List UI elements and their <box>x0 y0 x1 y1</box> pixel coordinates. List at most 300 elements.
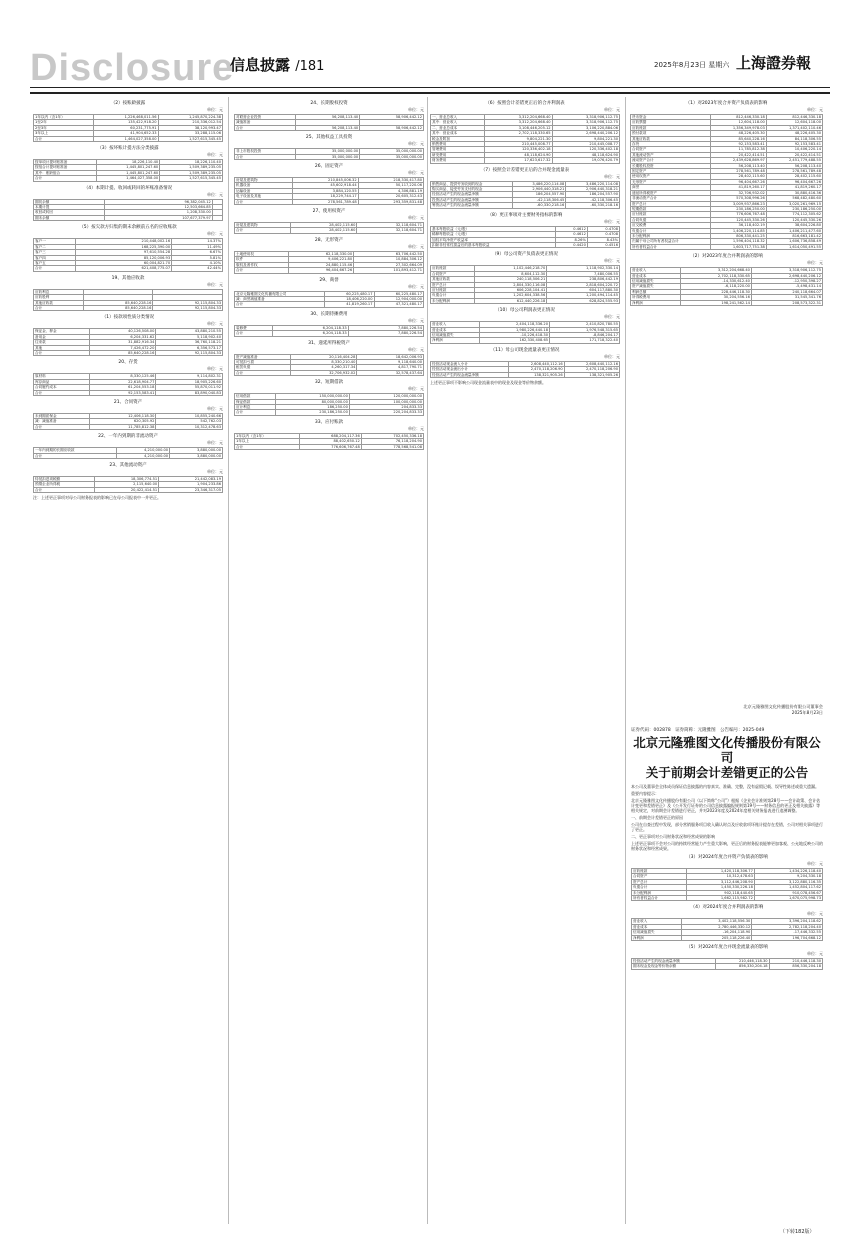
row-label: 固定资产 <box>631 169 711 174</box>
row-value: 4.10% <box>172 260 223 265</box>
row-label: 应收股利 <box>34 295 84 300</box>
announcement-title: 北京元隆雅图文化传播股份有限公司 <box>633 735 821 765</box>
row-value: -12,950,398.27 <box>751 278 822 283</box>
row-label: 扣除非经常性损益后的基本每股收益 <box>431 242 556 247</box>
row-value: 101,893,412.71 <box>354 268 424 273</box>
row-value: 5,118,902.40 <box>156 334 223 339</box>
row-value: 96,404,667.26 <box>289 268 354 273</box>
financial-table <box>33 413 223 430</box>
row-label: 北京元隆雅图文化传播有限公司 <box>235 291 325 296</box>
row-value: 48,118,624.90 <box>552 152 619 157</box>
table-unit: 单位：元 <box>807 861 823 866</box>
row-value: 2,439,628,869.97 <box>710 158 766 163</box>
row-value: 1,662,115,982.72 <box>686 896 754 901</box>
table-unit: 单位：元 <box>604 314 620 320</box>
row-label: 电子设备及其他 <box>235 194 293 199</box>
announcement-paragraph: 公司在自查过程中发现，部分营销服务项目收入确认时点及应收款项坏账计提存在差错，公司对相关事项进行了更正。 <box>631 822 823 832</box>
row-label: 短期借款 <box>631 206 711 211</box>
table-title: （4）对2024年度合并利润表的影响 <box>690 905 764 911</box>
financial-table <box>430 265 620 304</box>
row-value: 1,406,220,114.85 <box>710 228 766 233</box>
row-value: 20,605,312.43 <box>358 194 423 199</box>
table-unit: 单位：元 <box>807 951 823 957</box>
table-unit: 单位：元 <box>207 321 223 327</box>
row-value: 0.4612 <box>555 226 587 231</box>
row-label: 无形资产 <box>631 179 711 184</box>
row-value: 278,561,789.48 <box>293 199 358 204</box>
row-value: 12,406,118.30 <box>89 414 156 419</box>
table-unit: 单位：元 <box>207 281 223 287</box>
row-value: 1,200,494,114.45 <box>547 293 620 298</box>
row-label: 保证借款 <box>235 399 276 404</box>
column-divider <box>228 97 229 1224</box>
row-value: -42,118,306.45 <box>566 197 620 202</box>
row-label: 负债合计 <box>632 885 687 890</box>
row-value: 60,225,480.17 <box>374 291 424 296</box>
row-label: 对联营企业投资 <box>235 115 296 120</box>
row-value: 6,204,118.33 <box>273 331 348 336</box>
row-value: 0.4420 <box>555 242 587 247</box>
row-value: 3,884,120.55 <box>293 188 358 193</box>
row-value: 120,445,330.26 <box>710 217 766 222</box>
row-value: 8,604,112.30 <box>474 271 547 276</box>
row-value: 621,408,775.07 <box>75 266 171 271</box>
row-value: 38,120,993.47 <box>158 125 222 130</box>
row-value: 1,509,389,235.05 <box>160 165 223 170</box>
row-value: 96,404,667.26 <box>710 179 766 184</box>
row-label: 合同负债 <box>631 217 711 222</box>
row-label: 其他应收款 <box>631 136 711 141</box>
row-label: 资产总计 <box>431 282 475 287</box>
row-label: 销售费用 <box>431 142 485 147</box>
row-value: 41,819,260.17 <box>766 185 822 190</box>
row-value: 806,330,441.25 <box>710 233 766 238</box>
row-value: 85,640,228.16 <box>710 136 766 141</box>
column-2-blocks <box>234 100 424 450</box>
row-value: 210,446,118.30 <box>716 959 769 964</box>
table-row <box>431 242 620 247</box>
row-value: 1,904,233.86 <box>159 482 223 487</box>
row-value: -60,330,218.16 <box>512 203 566 208</box>
row-value: 35,000,000.00 <box>296 154 360 159</box>
financial-table <box>430 114 620 164</box>
row-label: 基本每股收益（元/股） <box>431 226 556 231</box>
row-value: 18,306,774.51 <box>95 477 159 482</box>
table-unit: 单位：元 <box>408 346 424 352</box>
row-value: 210,446,118.30 <box>769 959 822 964</box>
row-value: 3,486,220,114.08 <box>566 181 620 186</box>
row-label: 合计 <box>34 305 84 310</box>
financial-table <box>33 238 223 271</box>
row-value: 2,404,118,336.20 <box>480 322 550 327</box>
row-value: 20,116,404.28 <box>290 354 357 359</box>
row-label: 应计利息 <box>235 404 276 409</box>
row-value: -10,226,418.30 <box>480 332 550 337</box>
section-title <box>230 54 324 75</box>
row-value: 85,640,228.16 <box>83 300 153 305</box>
table-title: （6）按照会计差错更正后的合并利润表 <box>485 101 565 106</box>
table-unit: 单位：元 <box>207 191 223 197</box>
row-label: 存货 <box>631 142 711 147</box>
row-value: 92,153,583.41 <box>89 390 156 395</box>
table-title: （3）按坏账计提方法分类披露 <box>97 146 159 152</box>
table-row <box>631 300 823 305</box>
row-value: 14.37% <box>172 239 223 244</box>
row-value: 18,905,226.60 <box>156 379 223 384</box>
row-value: 1,527,615,345.45 <box>160 176 223 181</box>
row-value: 32,118,604.71 <box>357 228 424 233</box>
row-value: 21,442,083.19 <box>159 477 223 482</box>
header-rule <box>30 92 830 94</box>
row-value: 3,112,446,208.90 <box>686 879 754 884</box>
row-value: 2,698,440,206.12 <box>751 273 822 278</box>
row-value: 60,225,480.17 <box>325 291 374 296</box>
row-label: 经营活动产生的现金流量净额 <box>431 192 513 197</box>
row-value: 43,880,210.55 <box>156 329 223 334</box>
row-label: 经营活动产生的现金流量净额 <box>431 372 509 377</box>
table-row <box>235 268 424 273</box>
row-value: 56,208,113.40 <box>296 115 360 120</box>
row-label: 购买商品、接受劳务支付的现金 <box>431 187 513 192</box>
table-row <box>632 964 823 969</box>
column-divider <box>427 97 428 1224</box>
row-value: 35,000,000.00 <box>360 149 424 154</box>
row-label: 营业成本 <box>431 327 480 332</box>
table-row <box>632 935 823 940</box>
row-value: 30,204,556.16 <box>680 295 751 300</box>
row-value: 606,228,104.41 <box>474 287 547 292</box>
row-value: 3,122,880,116.35 <box>754 879 822 884</box>
row-value: 8.26% <box>555 237 587 242</box>
row-label: 资产减值损失 <box>631 284 681 289</box>
row-value: 1,202,604,338.56 <box>474 293 547 298</box>
row-value: 3,402,118,556.30 <box>681 919 752 924</box>
row-label: 营业收入 <box>631 268 681 273</box>
continued-note: （下转182版） <box>780 1229 815 1235</box>
row-value: 9,118,640.00 <box>357 359 424 364</box>
row-label: 二、营业总成本 <box>431 125 485 130</box>
row-value: 604,117,880.30 <box>547 287 620 292</box>
row-label: 期末余额 <box>34 215 105 220</box>
table-row <box>235 370 424 375</box>
row-label: 营业成本 <box>631 273 681 278</box>
row-value: 50,117,220.06 <box>358 183 423 188</box>
row-value: 774,112,305.62 <box>766 212 822 217</box>
table-title: （3）对2024年度合并资产负债表的影响 <box>686 855 768 860</box>
row-value: 2,698,440,206.12 <box>552 131 619 136</box>
row-value: 205,118,226.40 <box>681 935 752 940</box>
row-value: 41,819,260.17 <box>710 185 766 190</box>
row-value: 19,076,420.79 <box>552 158 619 163</box>
row-label: 应收账款 <box>631 125 711 130</box>
table-unit: 单位：元 <box>408 107 424 112</box>
table-row <box>235 302 424 307</box>
row-value: 4,817,790.71 <box>357 365 424 370</box>
row-label: 流动资产合计 <box>631 158 711 163</box>
row-label: 合计 <box>235 154 296 159</box>
column-1 <box>33 97 223 1224</box>
table-title: （5）对2024年度合并现金流量表的影响 <box>686 945 768 951</box>
table-unit: 单位：元 <box>408 243 424 249</box>
row-value: 85,640,228.16 <box>83 305 153 310</box>
table-title: 22、一年内到期的非流动资产 <box>98 434 158 440</box>
row-label: 负债合计 <box>431 293 475 298</box>
row-value: 2,702,118,330.65 <box>680 273 751 278</box>
table-title: （10）母公司利润表更正情况 <box>495 308 555 314</box>
row-label: 净利润 <box>632 935 682 940</box>
row-label: 非流动资产合计 <box>631 196 711 201</box>
table-unit: 单位：元 <box>604 218 620 224</box>
row-label: 其他应收款 <box>34 300 84 305</box>
row-value: 3,020,261,969.15 <box>766 201 822 206</box>
row-label: 可抵扣亏损 <box>235 359 291 364</box>
row-value: 620,305.92 <box>89 419 156 424</box>
column-3-blocks <box>430 100 620 378</box>
row-value: 9,114,802.31 <box>156 374 223 379</box>
row-label: 合计 <box>34 176 97 181</box>
table-unit: 单位：元 <box>207 440 223 446</box>
row-label: 其中：营业收入 <box>431 120 485 125</box>
announcement-subtitle: 关于前期会计差错更正的公告 <box>645 765 809 780</box>
row-value: 30,880,416.36 <box>766 190 822 195</box>
row-value: 0.4516 <box>587 242 619 247</box>
row-value: 47,321,480.17 <box>374 302 424 307</box>
row-value: 12,604,118.00 <box>766 120 822 125</box>
row-label: 预付款项 <box>631 131 711 136</box>
row-label: 负债合计 <box>631 228 711 233</box>
row-value: 210,445,008.77 <box>552 142 619 147</box>
table-title: 30、长期待摊费用 <box>310 311 348 317</box>
row-value: 18,642,006.93 <box>357 354 424 359</box>
row-label: 投资活动产生的现金流量净额 <box>431 197 513 202</box>
financial-table <box>33 289 223 312</box>
row-value: 198,241,562.14 <box>680 300 751 305</box>
row-value: 10,855,240.66 <box>156 414 223 419</box>
row-label: 期初余额 <box>34 199 105 204</box>
row-label: 房屋及建筑物 <box>235 223 291 228</box>
table-title: （4）本期计提、收回或转回的坏账准备情况 <box>83 185 173 191</box>
row-label: 运输设备 <box>235 188 293 193</box>
financial-table <box>33 199 223 222</box>
row-value: 107,677,379.97 <box>105 215 212 220</box>
table-title: （11）母公司现金流量表更正情况 <box>490 347 560 353</box>
financial-table <box>430 361 620 378</box>
row-value: 56,208,113.40 <box>296 125 360 130</box>
table-unit: 单位：元 <box>408 170 424 176</box>
row-label: 减：商誉减值准备 <box>235 296 325 301</box>
table-row <box>431 203 620 208</box>
financial-table <box>33 373 223 396</box>
financial-table <box>33 159 223 182</box>
row-value: 2,906,440,318.21 <box>566 187 620 192</box>
row-value: 1,976,548,315.65 <box>550 327 620 332</box>
row-label: 一、营业总收入 <box>431 115 485 120</box>
row-value: 7,880,226.54 <box>348 325 423 330</box>
row-value: 171,718,322.40 <box>550 338 620 343</box>
table-row <box>431 158 620 163</box>
row-value: 4,306,881.19 <box>358 188 423 193</box>
row-value: 812,446,330.18 <box>710 115 766 120</box>
table-row <box>235 228 424 233</box>
row-value: 33,288,115.06 <box>158 131 222 136</box>
row-value: 28,402,115.60 <box>710 174 766 179</box>
row-value: 88,402,650.12 <box>299 439 361 444</box>
row-value: 3,106,220,884.06 <box>552 125 619 130</box>
row-label: 房屋及建筑物 <box>235 178 293 183</box>
row-value: 1,445,801,247.60 <box>97 165 160 170</box>
row-label: 经营活动产生的现金流量净额 <box>632 959 716 964</box>
row-value: 902,118,440.65 <box>686 890 754 895</box>
row-value: 1,406,211,477.60 <box>766 228 822 233</box>
financial-table <box>234 291 424 308</box>
row-label: 2至3年 <box>34 125 94 130</box>
financial-table <box>631 918 823 941</box>
row-label: 1至2年 <box>34 120 94 125</box>
row-label: 期末现金及现金等价物余额 <box>632 964 716 969</box>
row-value: 7,880,226.54 <box>348 331 423 336</box>
table-unit: 单位：元 <box>604 353 620 359</box>
row-value: 204,833.33 <box>349 404 423 409</box>
row-value: 32,578,437.64 <box>357 370 424 375</box>
table-title: （5）按欠款方归集的期末余额前五名的应收账款 <box>79 225 177 231</box>
row-label: 应付账款 <box>631 212 711 217</box>
row-label: 应收账款 <box>632 869 687 874</box>
row-label: 合计 <box>34 424 90 429</box>
row-label: 合计 <box>235 444 300 449</box>
announcement-paragraph: 重要内容提示： <box>631 791 659 796</box>
table-row <box>34 136 223 141</box>
row-value <box>212 215 222 220</box>
row-value: -8,846,204.17 <box>550 332 620 337</box>
row-value: 41,904,652.33 <box>94 131 158 136</box>
table-title: 19、其他应收款 <box>111 275 145 281</box>
row-value: 27,302,664.09 <box>354 262 424 267</box>
row-value: 18,226,110.40 <box>97 160 160 165</box>
financial-table <box>631 958 823 970</box>
row-value: 35,000,000.00 <box>360 154 424 159</box>
row-value: 2,470,118,206.90 <box>509 367 564 372</box>
row-label: 未分配利润 <box>631 233 711 238</box>
row-value: 36,118,402.19 <box>710 223 766 228</box>
row-value: 2,702,118,330.65 <box>485 131 552 136</box>
financial-table <box>234 148 424 160</box>
row-value: 12,503,664.85 <box>105 205 212 210</box>
row-label: 营业收入 <box>431 322 480 327</box>
row-label: 合计 <box>34 390 90 395</box>
row-value: 1,208,330.00 <box>105 210 212 215</box>
announcement-tables <box>631 854 823 970</box>
row-label: 销售商品、提供劳务收到的现金 <box>431 181 513 186</box>
table-row <box>235 410 424 415</box>
row-value: 186,204,557.90 <box>566 192 620 197</box>
row-value: 1,606,736,858.49 <box>766 239 822 244</box>
row-value: 3,880,000.00 <box>170 453 223 458</box>
row-label: 客户四 <box>34 255 76 260</box>
row-label: 信用减值损失 <box>632 930 682 935</box>
disclosure-logo: Disclosure <box>30 47 235 89</box>
row-value: 84,118,306.55 <box>766 136 822 141</box>
table-row <box>34 453 223 458</box>
row-value: 856,330,204.18 <box>716 964 769 969</box>
row-value: 0.4708 <box>587 226 619 231</box>
row-value: 1,118,902,330.14 <box>547 266 620 271</box>
table-row <box>34 424 223 429</box>
table-row <box>431 372 620 377</box>
signoff-date: 2025年8月23日 <box>791 709 823 715</box>
row-value: 9,804,221.30 <box>485 136 552 141</box>
row-label: 待抵扣进项税额 <box>34 477 95 482</box>
row-value: 3,486,220,114.08 <box>512 181 566 186</box>
row-label: 合计 <box>34 453 117 458</box>
announcement-paragraph: 北京元隆雅图文化传播股份有限公司（以下简称“公司”）根据《企业会计准则第28号——会计政策、会计估计变更和差错更正》及《公开发行证券的公司信息披露编报规则第19号——财务信息的更正及相关披露》等相关规定，对前期会计差错进行更正，并对2023年度及2024年度相关财务报表进行追溯调整。 <box>631 798 821 813</box>
table-unit: 单位：元 <box>408 386 424 392</box>
row-value: 1,614,050,491.55 <box>766 244 822 249</box>
column-4 <box>630 97 823 697</box>
table-row <box>34 176 223 181</box>
row-value: 2,780,446,330.12 <box>681 924 752 929</box>
row-value: 10,312,478.63 <box>686 874 754 879</box>
row-value: 1,226,468,011.56 <box>94 115 158 120</box>
row-label: 收回或转回 <box>34 210 105 215</box>
row-value: 2,818,604,220.72 <box>547 282 620 287</box>
table-unit: 单位：元 <box>207 107 223 112</box>
row-value: 1,527,615,345.45 <box>158 136 222 141</box>
row-value: 612,440,226.18 <box>474 298 547 303</box>
row-value: 8,330,125.46 <box>89 374 156 379</box>
row-value: 100,000,000.00 <box>349 399 423 404</box>
table-row <box>34 215 223 220</box>
table-title: （9）母公司资产负债表更正情况 <box>492 252 558 258</box>
row-label: 净利润 <box>431 338 480 343</box>
row-label: 所有者权益合计 <box>632 896 687 901</box>
row-label: 所得税费用 <box>631 295 681 300</box>
row-value: 1,356,349,978.03 <box>710 125 766 130</box>
row-value: 208,573,322.31 <box>751 300 822 305</box>
row-value: 293,359,831.48 <box>358 199 423 204</box>
row-value: 20,422,414.51 <box>710 152 766 157</box>
table-row <box>235 331 424 336</box>
row-value: 28,402,115.60 <box>766 174 822 179</box>
row-value: 7,426,472.20 <box>89 345 156 350</box>
table-unit: 单位：元 <box>604 107 620 112</box>
row-value: 48,226,405.30 <box>710 131 766 136</box>
row-label: 未分配利润 <box>632 890 687 895</box>
row-value: 32,706,932.02 <box>710 190 766 195</box>
table-title: （2）按账龄披露 <box>110 101 146 106</box>
row-label: 税金及附加 <box>431 136 485 141</box>
row-label: 所有者权益合计 <box>631 244 711 249</box>
column-4-blocks <box>630 100 823 306</box>
row-value: 230,186,250.00 <box>275 410 349 415</box>
row-value: 10,406,220.14 <box>766 147 822 152</box>
row-value: 36,760,118.21 <box>156 340 223 345</box>
financial-table <box>234 433 424 450</box>
row-label: 管理费用 <box>431 147 485 152</box>
table-unit: 单位：元 <box>604 173 620 179</box>
row-value: 210,336,012.54 <box>158 120 222 125</box>
row-label: 版权及著作权 <box>235 262 289 267</box>
row-label: 库存商品 <box>34 379 90 384</box>
row-value: 83,890,040.83 <box>156 390 223 395</box>
row-label: 合计 <box>34 266 76 271</box>
row-value: 2,804,330,116.08 <box>474 282 547 287</box>
row-label: 租赁负债 <box>235 365 291 370</box>
row-value: 7,480,006.55 <box>547 271 620 276</box>
row-label: 应收账款 <box>431 266 475 271</box>
table-row <box>235 125 424 130</box>
row-value: 28,402,115.60 <box>290 223 357 228</box>
row-label: 应付账款 <box>431 287 475 292</box>
